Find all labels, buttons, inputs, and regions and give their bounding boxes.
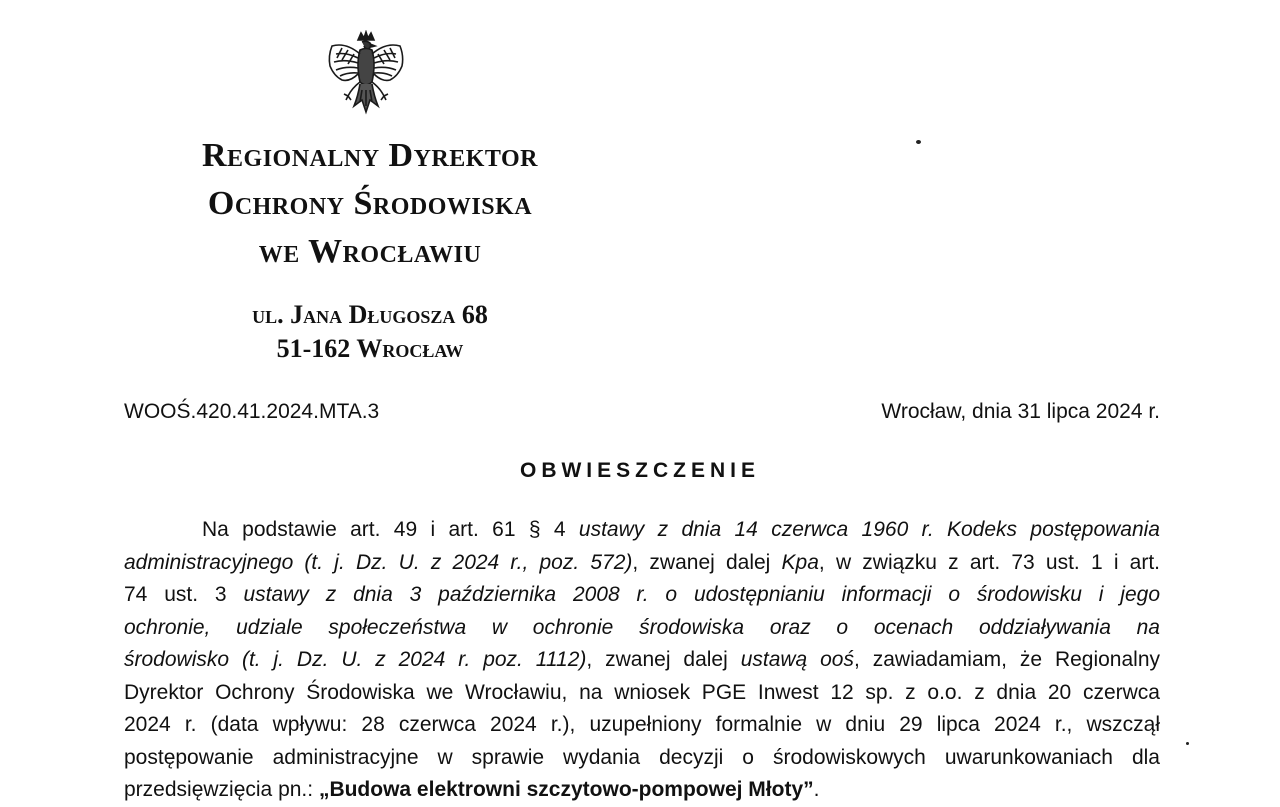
place-and-date: Wrocław, dnia 31 lipca 2024 r.: [881, 400, 1160, 423]
project-name: „Budowa elektrowni szczytowo-pompowej Młoty”: [318, 778, 814, 801]
notice-body: [124, 514, 1160, 807]
office-address: [100, 298, 640, 366]
body-line: administracyjnego (t. j. Dz. U. z 2024 r., poz. 572), zwanej dalej Kpa, w związku z art. 73 ust. 1 i art.: [124, 550, 1161, 574]
body-line: postępowanie administracyjne w sprawie wydania decyzji o środowiskowych uwarunkowaniach dla: [124, 745, 1160, 769]
body-line: ochronie, udziale społeczeństwa w ochronie środowiska oraz o ocenach oddziaływania na: [124, 615, 1160, 639]
body-line: Na podstawie art. 49 i art. 61 § 4 ustawy z dnia 14 czerwca 1960 r. Kodeks postępowania: [202, 518, 1160, 541]
scan-speck: [916, 140, 921, 144]
scan-speck: [1186, 742, 1189, 745]
address-street: ul. Jana Długosza 68: [252, 300, 488, 329]
body-line: 2024 r. (data wpływu: 28 czerwca 2024 r.), uzupełniony formalnie w dniu 29 lipca 2024 r., wszczął: [124, 713, 1160, 736]
body-line: przedsięwzięcia pn.: „Budowa elektrowni szczytowo-pompowej Młoty”.: [124, 778, 820, 801]
body-line: środowisko (t. j. Dz. U. z 2024 r. poz. 1112), zwanej dalej ustawą ooś, zawiadamiam, że Regionalny: [124, 648, 1161, 671]
office-header: [100, 132, 640, 366]
eagle-emblem-icon: [318, 30, 414, 122]
notice-title: OBWIESZCZENIE: [519, 459, 760, 482]
office-name-line-1: Regionalny Dyrektor: [201, 137, 539, 174]
body-line: 74 ust. 3 ustawy z dnia 3 października 2008 r. o udostępnianiu informacji o środowisku i jego: [124, 583, 1161, 606]
office-name-line-3: we Wrocławiu: [258, 233, 482, 270]
address-city: 51-162 Wrocław: [276, 334, 464, 363]
case-reference-number: WOOŚ.420.41.2024.MTA.3: [124, 400, 380, 423]
office-name-line-2: Ochrony Środowiska: [207, 185, 533, 222]
body-line: Dyrektor Ochrony Środowiska we Wrocławiu, na wniosek PGE Inwest 12 sp. z o.o. z dnia 20 czerwca: [124, 680, 1160, 704]
